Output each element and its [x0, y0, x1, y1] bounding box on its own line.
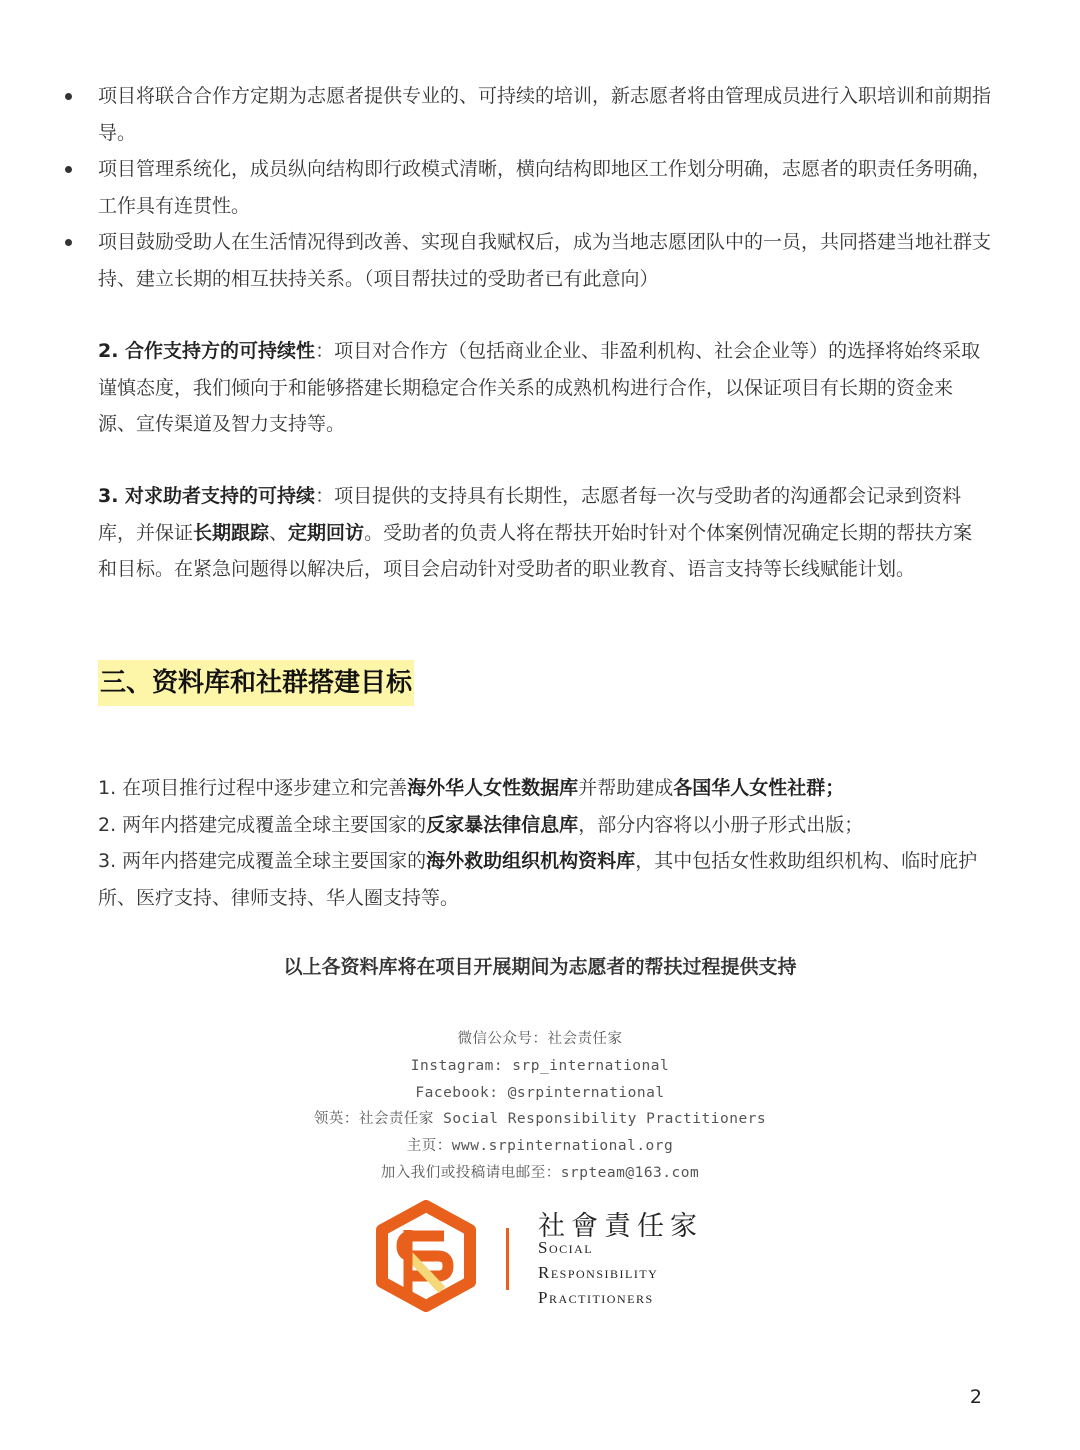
facebook-line[interactable]: Facebook: @srpinternational: [415, 1084, 665, 1101]
bullet-item: 项目鼓励受助人在生活情况得到改善、实现自我赋权后，成为当地志愿团队中的一员，共同搭建当地社群支持、建立长期的相互扶持关系。（项目帮扶过的受助者已有此意向）: [62, 224, 992, 297]
section-2-paragraph: 2. 合作支持方的可持续性：项目对合作方（包括商业企业、非盈利机构、社会企业等）的选择将始终采取谨慎态度，我们倾向于和能够搭建长期稳定合作关系的成熟机构进行合作，以保证项目有长期的资金来源、宣传渠道及智力支持等。: [98, 340, 981, 435]
instagram-line[interactable]: Instagram: srp_international: [410, 1057, 670, 1074]
linkedin-line[interactable]: 领英：社会责任家 Social Responsibility Practitioners: [313, 1111, 767, 1128]
srp-logo-mark-icon: [372, 1200, 480, 1312]
contact-info: [0, 1026, 1080, 1187]
goals-list: [98, 770, 988, 916]
bullet-list: [62, 78, 992, 297]
bullet-dot-icon: [65, 93, 72, 100]
page-number: 2: [969, 1386, 982, 1408]
bullet-item: 项目将联合合作方定期为志愿者提供专业的、可持续的培训，新志愿者将由管理成员进行入职培训和前期指导。: [62, 78, 992, 151]
logo-english-line-2: Responsibility: [538, 1263, 659, 1282]
srp-logo: [372, 1200, 712, 1315]
bullet-dot-icon: [65, 239, 72, 246]
bullet-dot-icon: [65, 166, 72, 173]
goal-item: 3. 两年内搭建完成覆盖全球主要国家的海外救助组织机构资料库，其中包括女性救助组织机构、临时庇护所、医疗支持、律师支持、华人圈支持等。: [98, 850, 978, 909]
logo-english-line-3: Practitioners: [538, 1288, 654, 1307]
section-3-paragraph: 3. 对求助者支持的可持续：项目提供的支持具有长期性，志愿者每一次与受助者的沟通都会记录到资料库，并保证长期跟踪、定期回访。受助者的负责人将在帮扶开始时针对个体案例情况确定长期的帮扶方案和目标。在紧急问题得以解决后，项目会启动针对受助者的职业教育、语言支持等长线赋能计划。: [98, 485, 973, 580]
closing-note: 以上各资料库将在项目开展期间为志愿者的帮扶过程提供支持: [283, 956, 797, 978]
goal-item: 2. 两年内搭建完成覆盖全球主要国家的反家暴法律信息库，部分内容将以小册子形式出版；: [98, 813, 864, 836]
section-heading: 三、资料库和社群搭建目标: [98, 660, 414, 706]
logo-chinese-name: 社會責任家: [538, 1211, 703, 1242]
email-line[interactable]: 加入我们或投稿请电邮至：srpteam@163.com: [380, 1164, 700, 1181]
section-2-title: 2. 合作支持方的可持续性: [98, 340, 316, 362]
logo-english-line-1: Social: [538, 1238, 594, 1257]
section-3-title: 3. 对求助者支持的可持续: [98, 485, 316, 507]
bullet-item: 项目管理系统化，成员纵向结构即行政模式清晰，横向结构即地区工作划分明确，志愿者的职责任务明确，工作具有连贯性。: [62, 151, 992, 224]
goal-item: 1. 在项目推行过程中逐步建立和完善海外华人女性数据库并帮助建成各国华人女性社群；: [98, 777, 845, 799]
wechat-line: 微信公众号：社会责任家: [457, 1031, 623, 1047]
homepage-link[interactable]: 主页：www.srpinternational.org: [406, 1138, 674, 1155]
logo-divider: [506, 1228, 509, 1290]
